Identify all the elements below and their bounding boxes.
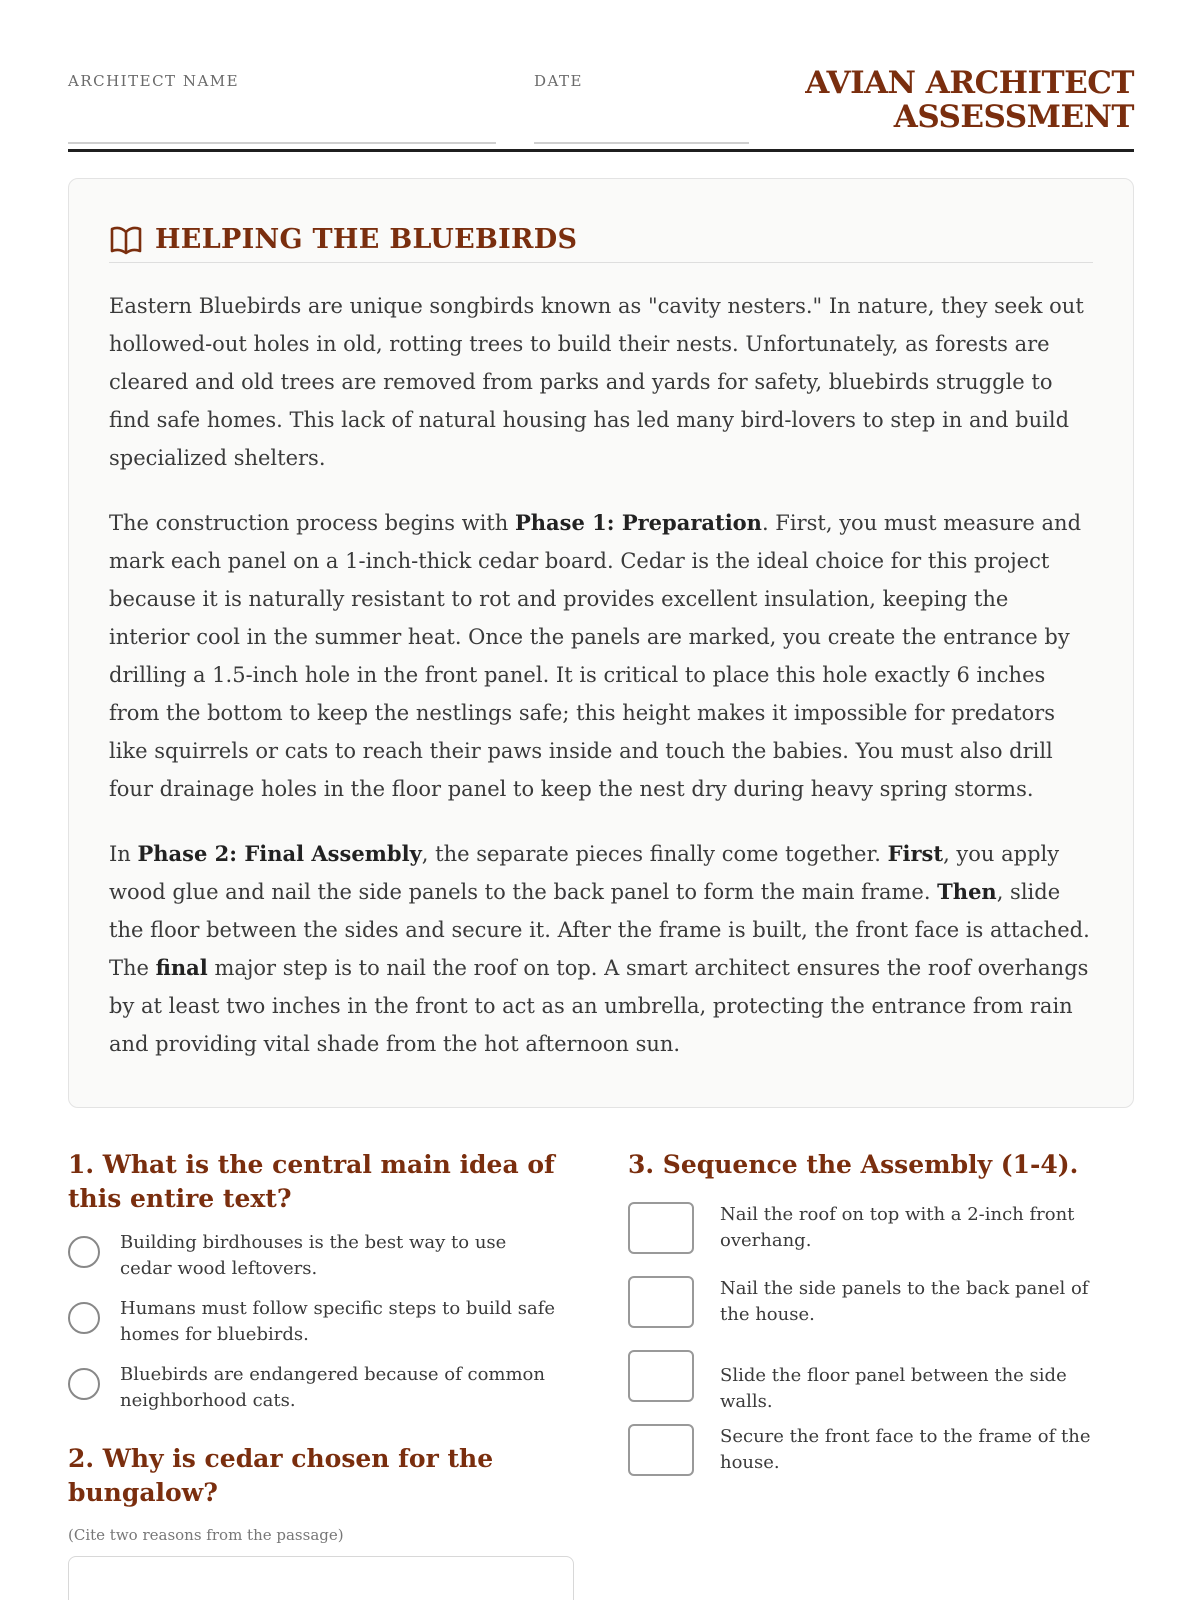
q1-option-a-text: Building birdhouses is the best way to use cedar wood leftovers. [120, 1232, 507, 1279]
date-line[interactable] [534, 142, 749, 144]
question-2-heading: 2. Why is cedar chosen for the bungalow? [68, 1444, 494, 1507]
p3-text-a: In [109, 842, 138, 866]
sequence-item-4-text: Secure the front face to the frame of the house. [720, 1426, 1091, 1473]
title-line-1: AVIAN ARCHITECT [805, 65, 1134, 101]
question-1-heading: 1. What is the central main idea of this entire text? [68, 1150, 555, 1213]
question-2-hint: (Cite two reasons from the passage) [68, 1526, 344, 1544]
architect-name-field[interactable] [68, 72, 239, 90]
sequence-number-box[interactable] [628, 1202, 694, 1254]
p2-bold-phase1: Phase 1: Preparation [514, 510, 762, 535]
passage-heading [109, 223, 1093, 263]
sequence-number-box[interactable] [628, 1276, 694, 1328]
p3-bold-first: First [887, 841, 944, 866]
p2-text-a: The construction process begins with [109, 511, 515, 535]
radio-button[interactable] [68, 1236, 100, 1268]
passage-paragraph-3 [109, 835, 1093, 1063]
p3-text-e: major step is to nail the roof on top. A smart architect ensures the roof overhangs by at least two inches in the front to act as an umbrella, protecting the entrance from rain and providing vital shade from the hot afternoon sun. [109, 956, 1089, 1056]
p3-bold-final: final [155, 955, 208, 980]
title-line-2: ASSESSMENT [893, 99, 1134, 135]
date-field[interactable] [534, 72, 583, 90]
reading-passage [68, 178, 1134, 1108]
architect-name-line[interactable] [68, 142, 496, 144]
sequence-item-2-text: Nail the side panels to the back panel of the house. [720, 1278, 1089, 1325]
architect-name-label: ARCHITECT NAME [68, 72, 240, 90]
book-open-icon [109, 225, 143, 255]
q1-option-b-text: Humans must follow specific steps to build safe homes for bluebirds. [120, 1298, 556, 1345]
passage-paragraph-1: Eastern Bluebirds are unique songbirds known as "cavity nesters." In nature, they seek out hollowed-out holes in old, rotting trees to build their nests. Unfortunately, as forests are cleared and old trees are removed from parks and yards for safety, bluebirds struggle to find safe homes. This lack of natural housing has led many bird-lovers to step in and build specialized shelters. [109, 294, 1084, 470]
sequence-number-box[interactable] [628, 1350, 694, 1402]
worksheet-header [68, 62, 1134, 152]
p2-text-b: . First, you must measure and mark each panel on a 1-inch-thick cedar board. Cedar is the ideal choice for this project because it is naturally resistant to rot and provides excellent insulation, keeping the interior cool in the summer heat. Once the panels are marked, you create the entrance by drilling a 1.5-inch hole in the front panel. It is critical to place this hole exactly 6 inches from the bottom to keep the nestlings safe; this height makes it impossible for predators like squirrels or cats to reach their paws inside and touch the babies. You must also drill four drainage holes in the floor panel to keep the nest dry during heavy spring storms. [109, 511, 1082, 801]
question-2-answer-box[interactable] [68, 1556, 574, 1600]
p3-text-b: , the separate pieces finally come together. [421, 842, 888, 866]
radio-button[interactable] [68, 1302, 100, 1334]
sequence-item-3-text: Slide the floor panel between the side walls. [720, 1365, 1067, 1412]
p3-text-c: , you apply wood glue and nail the side panels to the back panel to form the main frame. [109, 842, 1060, 904]
q1-option-c-text: Bluebirds are endangered because of common neighborhood cats. [120, 1364, 545, 1411]
date-label: DATE [534, 72, 583, 90]
question-3-heading: 3. Sequence the Assembly (1-4). [628, 1150, 1079, 1179]
sequence-item-1-text: Nail the roof on top with a 2-inch front overhang. [720, 1204, 1075, 1251]
page-title [805, 66, 1134, 134]
passage-paragraph-2 [109, 504, 1093, 808]
sequence-number-box[interactable] [628, 1424, 694, 1476]
p3-bold-then: Then [937, 879, 997, 904]
p3-bold-phase2: Phase 2: Final Assembly [137, 841, 422, 866]
passage-title: HELPING THE BLUEBIRDS [155, 224, 578, 255]
p3-text-d: , slide the floor between the sides and secure it. After the frame is built, the front face is attached. The [109, 880, 1090, 980]
radio-button[interactable] [68, 1368, 100, 1400]
